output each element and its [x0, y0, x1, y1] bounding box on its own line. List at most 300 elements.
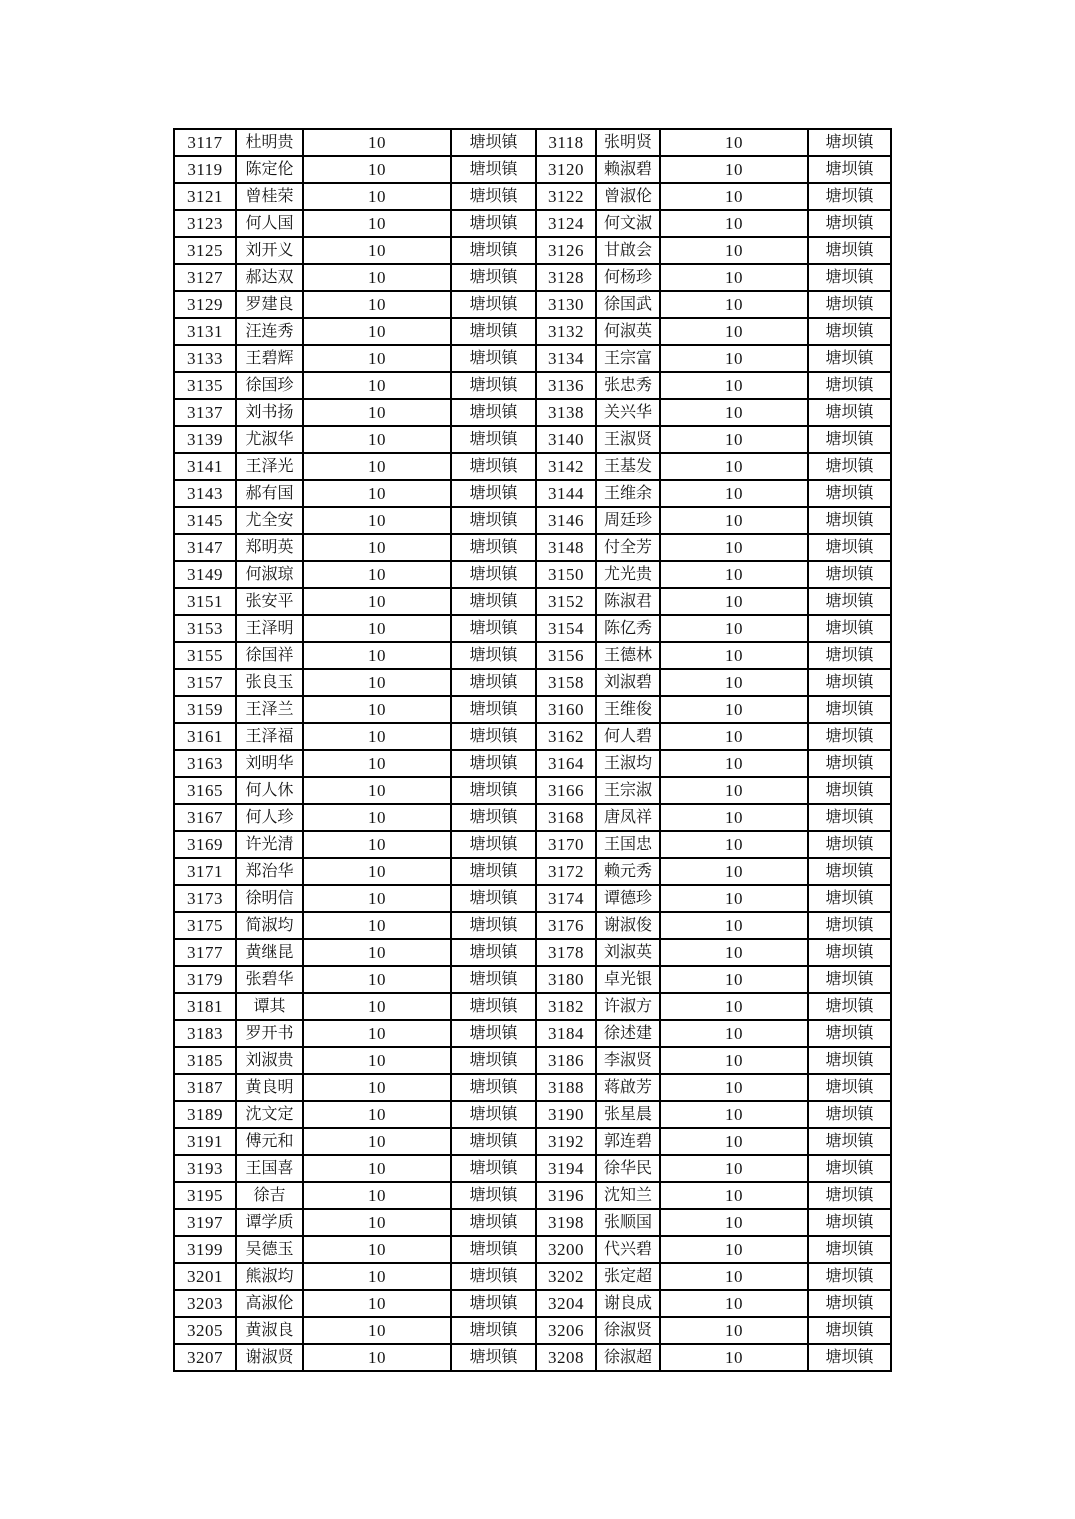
entry-name: 刘淑英 [596, 939, 660, 966]
entry-name: 徐淑贤 [596, 1317, 660, 1344]
table-row [174, 723, 891, 750]
entry-town: 塘坝镇 [808, 1020, 891, 1047]
table-row [174, 966, 891, 993]
entry-town: 塘坝镇 [808, 156, 891, 183]
entry-town: 塘坝镇 [808, 804, 891, 831]
table-row [174, 1317, 891, 1344]
entry-town: 塘坝镇 [451, 1020, 536, 1047]
entry-amount: 10 [660, 993, 808, 1020]
entry-amount: 10 [660, 804, 808, 831]
entry-amount: 10 [660, 1209, 808, 1236]
entry-id: 3174 [536, 885, 596, 912]
entry-name: 赖淑碧 [596, 156, 660, 183]
entry-amount: 10 [303, 129, 451, 156]
entry-town: 塘坝镇 [451, 561, 536, 588]
entry-id: 3143 [174, 480, 236, 507]
table-row [174, 669, 891, 696]
table-row [174, 588, 891, 615]
table-row [174, 1074, 891, 1101]
entry-town: 塘坝镇 [808, 669, 891, 696]
entry-amount: 10 [303, 318, 451, 345]
entry-id: 3158 [536, 669, 596, 696]
entry-id: 3123 [174, 210, 236, 237]
entry-id: 3119 [174, 156, 236, 183]
entry-id: 3179 [174, 966, 236, 993]
entry-amount: 10 [303, 885, 451, 912]
table-row [174, 1047, 891, 1074]
entry-amount: 10 [660, 264, 808, 291]
table-row [174, 1236, 891, 1263]
entry-town: 塘坝镇 [808, 291, 891, 318]
entry-town: 塘坝镇 [808, 561, 891, 588]
entry-name: 曾桂荣 [236, 183, 303, 210]
entry-id: 3163 [174, 750, 236, 777]
entry-name: 王德林 [596, 642, 660, 669]
entry-town: 塘坝镇 [451, 1155, 536, 1182]
entry-town: 塘坝镇 [808, 885, 891, 912]
entry-id: 3117 [174, 129, 236, 156]
entry-id: 3183 [174, 1020, 236, 1047]
entry-name: 尤淑华 [236, 426, 303, 453]
entry-name: 何文淑 [596, 210, 660, 237]
entry-amount: 10 [660, 750, 808, 777]
entry-amount: 10 [303, 750, 451, 777]
entry-town: 塘坝镇 [808, 723, 891, 750]
entry-town: 塘坝镇 [451, 615, 536, 642]
entry-name: 张星晨 [596, 1101, 660, 1128]
entry-amount: 10 [660, 1101, 808, 1128]
entry-id: 3197 [174, 1209, 236, 1236]
entry-name: 刘明华 [236, 750, 303, 777]
entry-town: 塘坝镇 [451, 426, 536, 453]
entry-id: 3199 [174, 1236, 236, 1263]
entry-name: 沈文定 [236, 1101, 303, 1128]
entry-name: 王基发 [596, 453, 660, 480]
entry-town: 塘坝镇 [808, 264, 891, 291]
entry-id: 3198 [536, 1209, 596, 1236]
entry-town: 塘坝镇 [808, 1101, 891, 1128]
entry-town: 塘坝镇 [808, 696, 891, 723]
entry-town: 塘坝镇 [808, 453, 891, 480]
entry-town: 塘坝镇 [451, 831, 536, 858]
entry-id: 3131 [174, 318, 236, 345]
entry-amount: 10 [303, 264, 451, 291]
entry-name: 徐国珍 [236, 372, 303, 399]
entry-id: 3126 [536, 237, 596, 264]
entry-town: 塘坝镇 [451, 507, 536, 534]
entry-name: 谭其 [236, 993, 303, 1020]
entry-id: 3154 [536, 615, 596, 642]
table-row [174, 372, 891, 399]
entry-amount: 10 [303, 912, 451, 939]
entry-name: 王淑均 [596, 750, 660, 777]
entry-name: 尤光贵 [596, 561, 660, 588]
entry-amount: 10 [660, 1182, 808, 1209]
entry-amount: 10 [660, 1344, 808, 1371]
entry-amount: 10 [660, 885, 808, 912]
roster-table [173, 128, 892, 1372]
entry-name: 何杨珍 [596, 264, 660, 291]
entry-amount: 10 [303, 669, 451, 696]
entry-id: 3188 [536, 1074, 596, 1101]
table-row [174, 1182, 891, 1209]
entry-town: 塘坝镇 [451, 588, 536, 615]
entry-id: 3139 [174, 426, 236, 453]
table-row [174, 750, 891, 777]
entry-amount: 10 [660, 777, 808, 804]
entry-id: 3150 [536, 561, 596, 588]
entry-id: 3161 [174, 723, 236, 750]
entry-town: 塘坝镇 [808, 1209, 891, 1236]
entry-name: 何人碧 [596, 723, 660, 750]
entry-name: 郭连碧 [596, 1128, 660, 1155]
entry-amount: 10 [303, 1317, 451, 1344]
entry-name: 赖元秀 [596, 858, 660, 885]
table-row [174, 858, 891, 885]
entry-name: 徐华民 [596, 1155, 660, 1182]
entry-name: 陈定伦 [236, 156, 303, 183]
entry-amount: 10 [303, 588, 451, 615]
entry-town: 塘坝镇 [451, 183, 536, 210]
table-row [174, 1155, 891, 1182]
entry-amount: 10 [303, 345, 451, 372]
entry-id: 3207 [174, 1344, 236, 1371]
entry-name: 何人珍 [236, 804, 303, 831]
entry-id: 3146 [536, 507, 596, 534]
entry-name: 关兴华 [596, 399, 660, 426]
entry-amount: 10 [660, 237, 808, 264]
entry-amount: 10 [660, 1155, 808, 1182]
entry-name: 谢良成 [596, 1290, 660, 1317]
table-row [174, 642, 891, 669]
entry-amount: 10 [303, 1020, 451, 1047]
entry-id: 3141 [174, 453, 236, 480]
entry-amount: 10 [303, 372, 451, 399]
entry-id: 3125 [174, 237, 236, 264]
entry-id: 3189 [174, 1101, 236, 1128]
entry-id: 3121 [174, 183, 236, 210]
entry-amount: 10 [660, 1020, 808, 1047]
table-row [174, 912, 891, 939]
entry-amount: 10 [303, 615, 451, 642]
entry-name: 黄继昆 [236, 939, 303, 966]
entry-town: 塘坝镇 [451, 156, 536, 183]
entry-id: 3127 [174, 264, 236, 291]
entry-id: 3153 [174, 615, 236, 642]
entry-amount: 10 [660, 615, 808, 642]
entry-amount: 10 [660, 1236, 808, 1263]
entry-amount: 10 [303, 1344, 451, 1371]
entry-town: 塘坝镇 [451, 345, 536, 372]
entry-town: 塘坝镇 [808, 1263, 891, 1290]
entry-amount: 10 [303, 723, 451, 750]
table-row [174, 561, 891, 588]
entry-town: 塘坝镇 [451, 480, 536, 507]
entry-town: 塘坝镇 [451, 966, 536, 993]
entry-name: 黄淑良 [236, 1317, 303, 1344]
entry-name: 徐述建 [596, 1020, 660, 1047]
entry-id: 3167 [174, 804, 236, 831]
entry-amount: 10 [303, 1101, 451, 1128]
entry-amount: 10 [303, 1074, 451, 1101]
entry-amount: 10 [303, 561, 451, 588]
entry-name: 甘啟会 [596, 237, 660, 264]
entry-amount: 10 [303, 939, 451, 966]
entry-name: 王国喜 [236, 1155, 303, 1182]
entry-amount: 10 [303, 534, 451, 561]
entry-town: 塘坝镇 [808, 183, 891, 210]
entry-name: 刘开义 [236, 237, 303, 264]
entry-id: 3140 [536, 426, 596, 453]
entry-amount: 10 [660, 858, 808, 885]
entry-town: 塘坝镇 [451, 1263, 536, 1290]
table-row [174, 804, 891, 831]
entry-town: 塘坝镇 [808, 318, 891, 345]
entry-name: 蒋啟芳 [596, 1074, 660, 1101]
entry-name: 罗开书 [236, 1020, 303, 1047]
entry-id: 3152 [536, 588, 596, 615]
entry-amount: 10 [303, 183, 451, 210]
entry-town: 塘坝镇 [808, 750, 891, 777]
entry-name: 王维余 [596, 480, 660, 507]
entry-id: 3196 [536, 1182, 596, 1209]
entry-name: 卓光银 [596, 966, 660, 993]
entry-amount: 10 [660, 1047, 808, 1074]
entry-name: 陈亿秀 [596, 615, 660, 642]
entry-amount: 10 [660, 534, 808, 561]
entry-name: 刘淑碧 [596, 669, 660, 696]
roster-table-body [174, 129, 891, 1371]
entry-id: 3157 [174, 669, 236, 696]
entry-town: 塘坝镇 [808, 399, 891, 426]
entry-town: 塘坝镇 [451, 1101, 536, 1128]
entry-amount: 10 [660, 669, 808, 696]
entry-id: 3208 [536, 1344, 596, 1371]
entry-name: 王泽明 [236, 615, 303, 642]
entry-id: 3202 [536, 1263, 596, 1290]
entry-town: 塘坝镇 [808, 534, 891, 561]
entry-id: 3159 [174, 696, 236, 723]
entry-name: 汪连秀 [236, 318, 303, 345]
entry-id: 3206 [536, 1317, 596, 1344]
entry-town: 塘坝镇 [808, 129, 891, 156]
entry-name: 代兴碧 [596, 1236, 660, 1263]
entry-name: 李淑贤 [596, 1047, 660, 1074]
table-row [174, 318, 891, 345]
entry-town: 塘坝镇 [451, 1047, 536, 1074]
entry-name: 许淑方 [596, 993, 660, 1020]
entry-amount: 10 [660, 912, 808, 939]
entry-town: 塘坝镇 [808, 615, 891, 642]
entry-id: 3129 [174, 291, 236, 318]
entry-amount: 10 [660, 696, 808, 723]
entry-town: 塘坝镇 [451, 291, 536, 318]
table-row [174, 453, 891, 480]
entry-name: 王碧辉 [236, 345, 303, 372]
entry-id: 3176 [536, 912, 596, 939]
entry-name: 吴德玉 [236, 1236, 303, 1263]
entry-id: 3192 [536, 1128, 596, 1155]
entry-id: 3162 [536, 723, 596, 750]
table-row [174, 1344, 891, 1371]
entry-town: 塘坝镇 [451, 696, 536, 723]
entry-amount: 10 [660, 966, 808, 993]
entry-town: 塘坝镇 [451, 1209, 536, 1236]
entry-amount: 10 [660, 372, 808, 399]
entry-id: 3180 [536, 966, 596, 993]
entry-town: 塘坝镇 [451, 1317, 536, 1344]
entry-id: 3172 [536, 858, 596, 885]
entry-amount: 10 [303, 1182, 451, 1209]
entry-town: 塘坝镇 [451, 210, 536, 237]
entry-town: 塘坝镇 [808, 1047, 891, 1074]
entry-id: 3132 [536, 318, 596, 345]
entry-name: 王国忠 [596, 831, 660, 858]
entry-id: 3147 [174, 534, 236, 561]
entry-id: 3201 [174, 1263, 236, 1290]
entry-amount: 10 [660, 480, 808, 507]
entry-amount: 10 [303, 1209, 451, 1236]
entry-id: 3181 [174, 993, 236, 1020]
entry-id: 3135 [174, 372, 236, 399]
entry-id: 3204 [536, 1290, 596, 1317]
entry-town: 塘坝镇 [451, 777, 536, 804]
entry-name: 徐明信 [236, 885, 303, 912]
entry-town: 塘坝镇 [451, 534, 536, 561]
entry-amount: 10 [660, 588, 808, 615]
entry-amount: 10 [303, 804, 451, 831]
entry-town: 塘坝镇 [808, 507, 891, 534]
entry-amount: 10 [303, 696, 451, 723]
entry-name: 沈知兰 [596, 1182, 660, 1209]
entry-id: 3145 [174, 507, 236, 534]
entry-id: 3118 [536, 129, 596, 156]
entry-town: 塘坝镇 [451, 723, 536, 750]
table-row [174, 885, 891, 912]
entry-town: 塘坝镇 [451, 399, 536, 426]
entry-amount: 10 [660, 129, 808, 156]
entry-town: 塘坝镇 [451, 912, 536, 939]
entry-town: 塘坝镇 [808, 858, 891, 885]
entry-name: 谢淑俊 [596, 912, 660, 939]
entry-amount: 10 [660, 1317, 808, 1344]
entry-amount: 10 [303, 777, 451, 804]
entry-town: 塘坝镇 [808, 1155, 891, 1182]
entry-id: 3142 [536, 453, 596, 480]
entry-town: 塘坝镇 [808, 588, 891, 615]
entry-name: 高淑伦 [236, 1290, 303, 1317]
entry-town: 塘坝镇 [451, 642, 536, 669]
entry-amount: 10 [303, 1128, 451, 1155]
table-row [174, 1020, 891, 1047]
entry-name: 谢淑贤 [236, 1344, 303, 1371]
entry-amount: 10 [303, 993, 451, 1020]
table-row [174, 696, 891, 723]
entry-amount: 10 [660, 318, 808, 345]
entry-id: 3130 [536, 291, 596, 318]
entry-name: 刘淑贵 [236, 1047, 303, 1074]
entry-id: 3195 [174, 1182, 236, 1209]
entry-id: 3194 [536, 1155, 596, 1182]
entry-id: 3185 [174, 1047, 236, 1074]
entry-name: 傅元和 [236, 1128, 303, 1155]
entry-amount: 10 [660, 345, 808, 372]
entry-amount: 10 [660, 642, 808, 669]
entry-name: 徐吉 [236, 1182, 303, 1209]
entry-town: 塘坝镇 [451, 1182, 536, 1209]
table-row [174, 210, 891, 237]
table-row [174, 1263, 891, 1290]
entry-id: 3166 [536, 777, 596, 804]
table-row [174, 777, 891, 804]
entry-id: 3136 [536, 372, 596, 399]
table-row [174, 426, 891, 453]
entry-town: 塘坝镇 [808, 237, 891, 264]
entry-amount: 10 [660, 426, 808, 453]
entry-amount: 10 [303, 210, 451, 237]
entry-amount: 10 [303, 642, 451, 669]
entry-id: 3177 [174, 939, 236, 966]
entry-id: 3160 [536, 696, 596, 723]
entry-id: 3165 [174, 777, 236, 804]
entry-amount: 10 [660, 1074, 808, 1101]
entry-id: 3190 [536, 1101, 596, 1128]
entry-id: 3148 [536, 534, 596, 561]
entry-name: 杜明贵 [236, 129, 303, 156]
entry-town: 塘坝镇 [808, 966, 891, 993]
entry-id: 3144 [536, 480, 596, 507]
entry-name: 何人休 [236, 777, 303, 804]
entry-name: 徐淑超 [596, 1344, 660, 1371]
entry-id: 3151 [174, 588, 236, 615]
entry-name: 何淑琼 [236, 561, 303, 588]
entry-name: 简淑均 [236, 912, 303, 939]
entry-town: 塘坝镇 [451, 1290, 536, 1317]
entry-town: 塘坝镇 [808, 831, 891, 858]
table-row [174, 1209, 891, 1236]
entry-amount: 10 [660, 210, 808, 237]
entry-town: 塘坝镇 [451, 1074, 536, 1101]
entry-name: 付全芳 [596, 534, 660, 561]
entry-id: 3191 [174, 1128, 236, 1155]
entry-amount: 10 [303, 507, 451, 534]
entry-amount: 10 [660, 561, 808, 588]
entry-name: 郑治华 [236, 858, 303, 885]
entry-name: 何人国 [236, 210, 303, 237]
table-row [174, 264, 891, 291]
entry-amount: 10 [660, 723, 808, 750]
entry-town: 塘坝镇 [808, 480, 891, 507]
entry-id: 3133 [174, 345, 236, 372]
entry-id: 3187 [174, 1074, 236, 1101]
entry-amount: 10 [303, 453, 451, 480]
table-row [174, 1290, 891, 1317]
entry-name: 何淑英 [596, 318, 660, 345]
entry-amount: 10 [303, 1047, 451, 1074]
entry-amount: 10 [303, 1236, 451, 1263]
entry-name: 王宗淑 [596, 777, 660, 804]
entry-amount: 10 [660, 1290, 808, 1317]
entry-id: 3203 [174, 1290, 236, 1317]
entry-id: 3149 [174, 561, 236, 588]
entry-name: 郝有国 [236, 480, 303, 507]
entry-town: 塘坝镇 [451, 669, 536, 696]
entry-town: 塘坝镇 [808, 642, 891, 669]
entry-amount: 10 [303, 426, 451, 453]
entry-id: 3173 [174, 885, 236, 912]
entry-amount: 10 [660, 183, 808, 210]
entry-id: 3175 [174, 912, 236, 939]
